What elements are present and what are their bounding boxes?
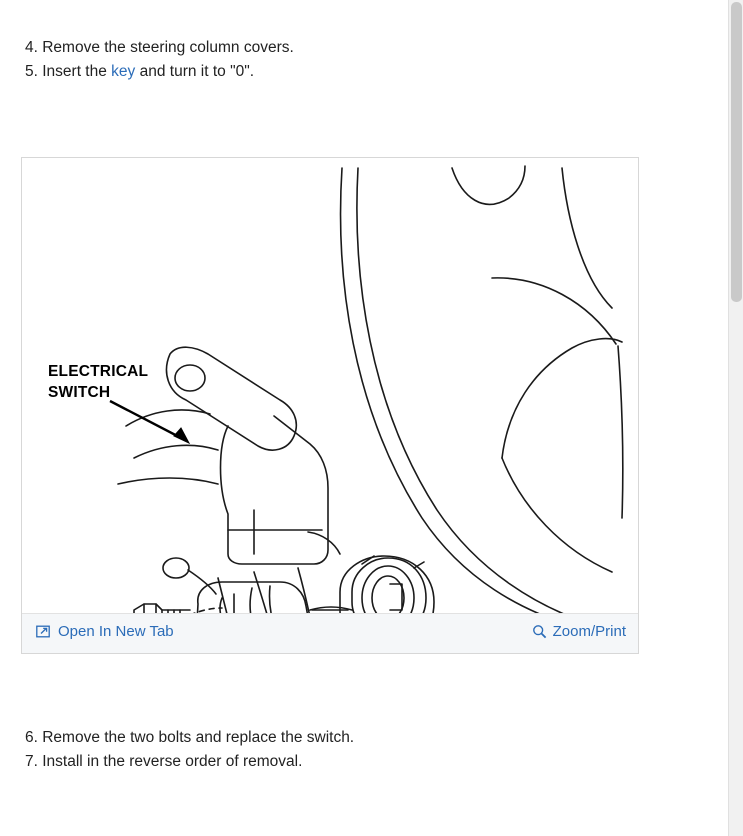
zoom-print-label: Zoom/Print <box>552 623 626 640</box>
page-scrollbar[interactable] <box>728 0 743 836</box>
step-text-tail: and turn it to "0". <box>135 63 255 80</box>
scrollbar-thumb[interactable] <box>731 2 742 302</box>
step-text: 4. Remove the steering column covers. <box>25 39 294 56</box>
steps-list-bottom <box>25 726 685 774</box>
new-tab-icon <box>36 624 51 639</box>
figure-container <box>21 157 639 654</box>
callout-label <box>48 361 148 403</box>
step-item <box>25 750 685 774</box>
steps-list-top <box>25 36 685 84</box>
figure-toolbar <box>22 613 638 653</box>
callout-label-line2: SWITCH <box>48 384 111 401</box>
key-link[interactable]: key <box>111 63 136 80</box>
callout-arrow <box>110 401 189 443</box>
open-in-new-tab-label: Open In New Tab <box>58 623 174 640</box>
callout-label-line1: ELECTRICAL <box>48 363 149 380</box>
step-item <box>25 60 685 84</box>
step-item <box>25 726 685 750</box>
magnifier-icon <box>532 624 547 639</box>
open-in-new-tab-button[interactable] <box>36 623 174 640</box>
step-text: 5. Insert the <box>25 63 112 80</box>
step-text: 7. Install in the reverse order of removal. <box>25 753 303 770</box>
step-item <box>25 36 685 60</box>
zoom-print-button[interactable] <box>532 623 626 640</box>
step-text: 6. Remove the two bolts and replace the switch. <box>25 729 355 746</box>
